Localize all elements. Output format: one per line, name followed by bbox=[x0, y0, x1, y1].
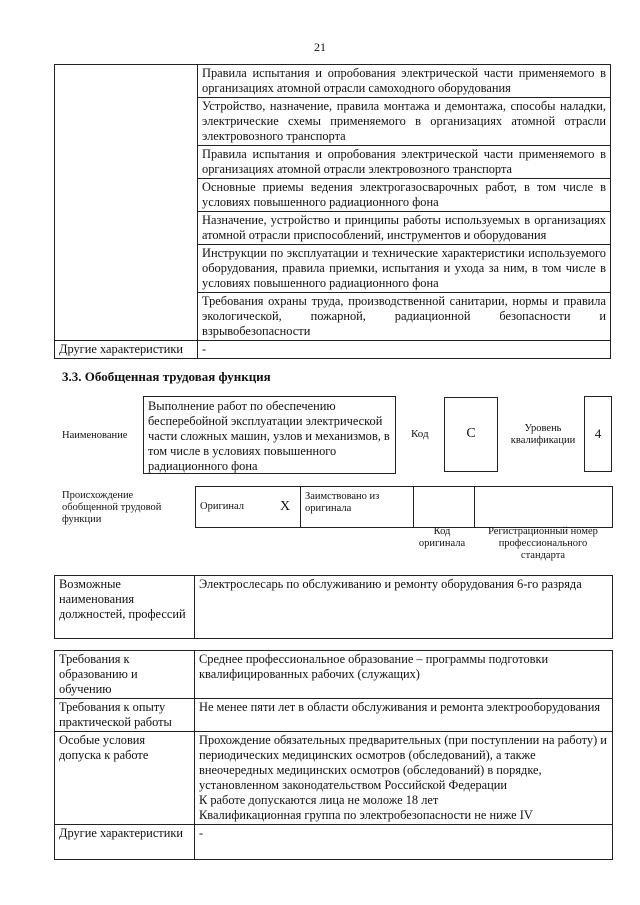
knowledge-label-cell bbox=[55, 65, 198, 341]
borrowed-label: Заимствовано из оригинала bbox=[301, 487, 414, 528]
positions-table bbox=[54, 575, 613, 639]
requirement-label: Требования к опыту практической работы bbox=[55, 699, 195, 732]
requirement-label: Требования к образованию и обучению bbox=[55, 651, 195, 699]
requirement-line: Прохождение обязательных предварительных (при поступлении на работу) и периодических медицинских осмотров (обследований), а также внеочередных медицинских осмотров (обследований) в порядке, установленном законодательством Российской Федерации bbox=[199, 733, 607, 792]
name-label: Наименование bbox=[62, 430, 128, 441]
other-characteristics-label: Другие характеристики bbox=[55, 341, 198, 359]
requirement-value bbox=[195, 732, 613, 825]
knowledge-item: Правила испытания и опробования электрической части применяемого в организациях атомной отрасли электровозного транспорта bbox=[198, 146, 611, 179]
requirement-line: Среднее профессиональное образование – программы подготовки квалифицированных рабочих (служащих) bbox=[199, 652, 549, 681]
requirement-label: Другие характеристики bbox=[55, 825, 195, 860]
requirement-line: Квалификационная группа по электробезопасности не ниже IV bbox=[199, 808, 533, 822]
requirement-line: К работе допускаются лица не моложе 18 лет bbox=[199, 793, 439, 807]
requirement-value bbox=[195, 651, 613, 699]
table-row bbox=[55, 699, 613, 732]
knowledge-item: Инструкции по эксплуатации и технические характеристики используемого оборудования, правила приемки, испытания и ухода за ним, в том числе в условиях повышенного радиационного фона bbox=[198, 245, 611, 293]
knowledge-item: Устройство, назначение, правила монтажа и демонтажа, способы наладки, электрические схемы применяемого в организациях атомной отрасли электровозного транспорта bbox=[198, 98, 611, 146]
other-characteristics-value: - bbox=[198, 341, 611, 359]
table-row bbox=[55, 576, 613, 639]
qualification-level-label: Уровень квалификации bbox=[510, 423, 576, 446]
code-value: C bbox=[444, 397, 498, 472]
section-title: 3.3. Обобщенная трудовая функция bbox=[62, 369, 271, 384]
reg-number-label: Регистрационный номер профессионального стандарта bbox=[488, 526, 598, 561]
original-mark: X bbox=[270, 487, 301, 528]
knowledge-item: Основные приемы ведения электрогазосварочных работ, в том числе в условиях повышенного радиационного фона bbox=[198, 179, 611, 212]
requirements-table bbox=[54, 650, 613, 860]
requirement-line: - bbox=[199, 826, 204, 840]
origin-label: Происхождение обобщенной трудовой функции bbox=[62, 490, 162, 525]
reg-number-cell bbox=[475, 487, 613, 528]
requirement-value bbox=[195, 825, 613, 860]
original-label: Оригинал bbox=[196, 487, 271, 528]
positions-value: Электрослесарь по обслуживанию и ремонту оборудования 6-го разряда bbox=[195, 576, 613, 639]
function-name-value: Выполнение работ по обеспечению бесперебойной эксплуатации электрической части сложных машин, узлов и механизмов, в том числе в условиях повышенного радиационного фона bbox=[143, 396, 396, 474]
code-original-cell bbox=[414, 487, 475, 528]
positions-label: Возможные наименования должностей, профессий bbox=[55, 576, 195, 639]
origin-table bbox=[195, 486, 613, 528]
knowledge-item: Правила испытания и опробования электрической части применяемого в организациях атомной отрасли самоходного оборудования bbox=[198, 65, 611, 98]
table-row bbox=[55, 651, 613, 699]
table-row bbox=[55, 341, 611, 359]
code-label: Код bbox=[411, 428, 429, 440]
table-row bbox=[55, 732, 613, 825]
requirement-label: Особые условия допуска к работе bbox=[55, 732, 195, 825]
page-number: 21 bbox=[314, 40, 326, 54]
requirement-value bbox=[195, 699, 613, 732]
table-row bbox=[55, 825, 613, 860]
requirement-line: Не менее пяти лет в области обслуживания и ремонта электрооборудования bbox=[199, 700, 601, 714]
qualification-level-value: 4 bbox=[584, 396, 612, 472]
knowledge-item: Назначение, устройство и принципы работы используемых в организациях атомной отрасли приспособлений, инструментов и оборудования bbox=[198, 212, 611, 245]
table-row bbox=[55, 65, 611, 98]
knowledge-item: Требования охраны труда, производственной санитарии, нормы и правила экологической, пожарной, радиационной безопасности и взрывобезопасности bbox=[198, 293, 611, 341]
code-original-label: Код оригинала bbox=[418, 526, 466, 549]
knowledge-table bbox=[54, 64, 611, 359]
table-row bbox=[196, 487, 613, 528]
